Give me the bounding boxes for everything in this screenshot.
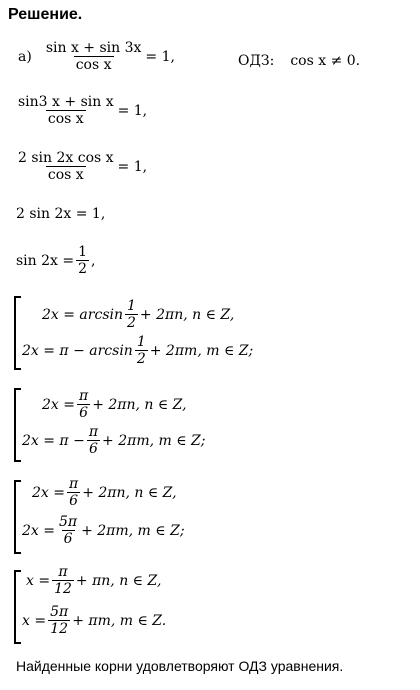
- equation-tail: ,: [91, 252, 96, 269]
- system-bracket: [14, 480, 21, 554]
- fraction-denominator: 2: [136, 351, 146, 368]
- line-lhs: 2x =: [42, 396, 75, 413]
- equation-4: 2 sin 2x = 1,: [16, 206, 106, 222]
- equation-2: [16, 94, 147, 127]
- line-lhs: 2x =: [22, 522, 55, 539]
- fraction-numerator: sin3 x + sin x: [18, 94, 114, 110]
- fraction: [76, 244, 89, 277]
- equation-rhs: = 1,: [117, 158, 148, 175]
- line-lhs: 2x = π − arcsin: [22, 342, 133, 359]
- equation-3: [16, 150, 147, 183]
- line-tail: + 2πm, m ∈ Z;: [149, 342, 254, 359]
- line-lhs: 2x = arcsin: [42, 306, 123, 323]
- fraction: [16, 150, 116, 183]
- equation-1: [18, 40, 175, 73]
- fraction: [67, 476, 80, 509]
- conclusion-text: Найденные корни удовлетворяют ОДЗ уравнения.: [16, 658, 344, 674]
- solution-title: Решение.: [8, 6, 83, 23]
- fraction-denominator: 6: [79, 405, 89, 422]
- fraction-denominator: 2: [127, 315, 136, 332]
- fraction-numerator: 1: [136, 334, 146, 350]
- fraction: [44, 40, 144, 73]
- fraction: [125, 298, 138, 331]
- odz-condition: [238, 53, 360, 69]
- line-lhs: x =: [22, 612, 47, 629]
- fraction-denominator: cos x: [47, 111, 84, 128]
- fraction-denominator: 6: [88, 441, 98, 458]
- equation-rhs: = 1,: [117, 102, 148, 119]
- line-lhs: x =: [26, 572, 51, 589]
- line-tail: + 2πn, n ∈ Z,: [82, 484, 177, 501]
- fraction-numerator: π: [68, 476, 79, 492]
- fraction-numerator: 1: [127, 298, 136, 314]
- fraction: [52, 564, 74, 597]
- line-tail: + 2πm, m ∈ Z;: [102, 432, 206, 449]
- fraction: [57, 514, 79, 547]
- line-lhs: 2x =: [32, 484, 65, 501]
- fraction-numerator: 5π: [50, 604, 69, 620]
- fraction-numerator: π: [88, 424, 99, 440]
- odz-label: ОДЗ:: [238, 53, 275, 69]
- fraction-denominator: 2: [78, 261, 88, 278]
- fraction: [77, 388, 90, 421]
- system-bracket: [14, 296, 21, 370]
- fraction: [16, 94, 116, 127]
- fraction: [48, 604, 70, 637]
- line-tail: + 2πn, n ∈ Z,: [92, 396, 187, 413]
- fraction-numerator: sin x + sin 3x: [45, 40, 142, 56]
- fraction-denominator: cos x: [75, 57, 112, 74]
- fraction-denominator: 6: [63, 531, 73, 548]
- part-label: а): [18, 48, 32, 65]
- system-bracket: [14, 388, 21, 462]
- fraction-numerator: 5π: [58, 514, 78, 530]
- fraction-numerator: 2 sin 2x cos x: [18, 150, 114, 166]
- system-1-line-2: [22, 334, 253, 367]
- system-3-line-1: [32, 476, 177, 509]
- system-1-line-1: [42, 298, 234, 331]
- fraction: [87, 424, 100, 457]
- fraction: [135, 334, 148, 367]
- line-tail: + πn, n ∈ Z,: [75, 572, 162, 589]
- system-2-line-1: [42, 388, 187, 421]
- fraction-numerator: 1: [78, 244, 88, 260]
- fraction-denominator: cos x: [47, 167, 84, 184]
- odz-expression: cos x ≠ 0.: [290, 53, 361, 69]
- line-tail: + 2πn, n ∈ Z,: [139, 306, 235, 323]
- equation-rhs: = 1,: [145, 48, 175, 65]
- line-lhs: 2x = π −: [22, 432, 85, 449]
- fraction-numerator: π: [78, 388, 89, 404]
- system-4-line-1: [26, 564, 161, 597]
- equation-lhs: sin 2x =: [16, 252, 75, 269]
- fraction-denominator: 6: [69, 493, 79, 510]
- system-bracket: [14, 570, 21, 644]
- fraction-denominator: 12: [50, 621, 69, 638]
- line-tail: + πm, m ∈ Z.: [72, 612, 167, 629]
- fraction-denominator: 12: [54, 581, 72, 598]
- system-4-line-2: [22, 604, 166, 637]
- fraction-numerator: π: [58, 564, 68, 580]
- system-2-line-2: [22, 424, 205, 457]
- system-3-line-2: [22, 514, 185, 547]
- equation-5: [16, 244, 96, 277]
- line-tail: + 2πm, m ∈ Z;: [81, 522, 185, 539]
